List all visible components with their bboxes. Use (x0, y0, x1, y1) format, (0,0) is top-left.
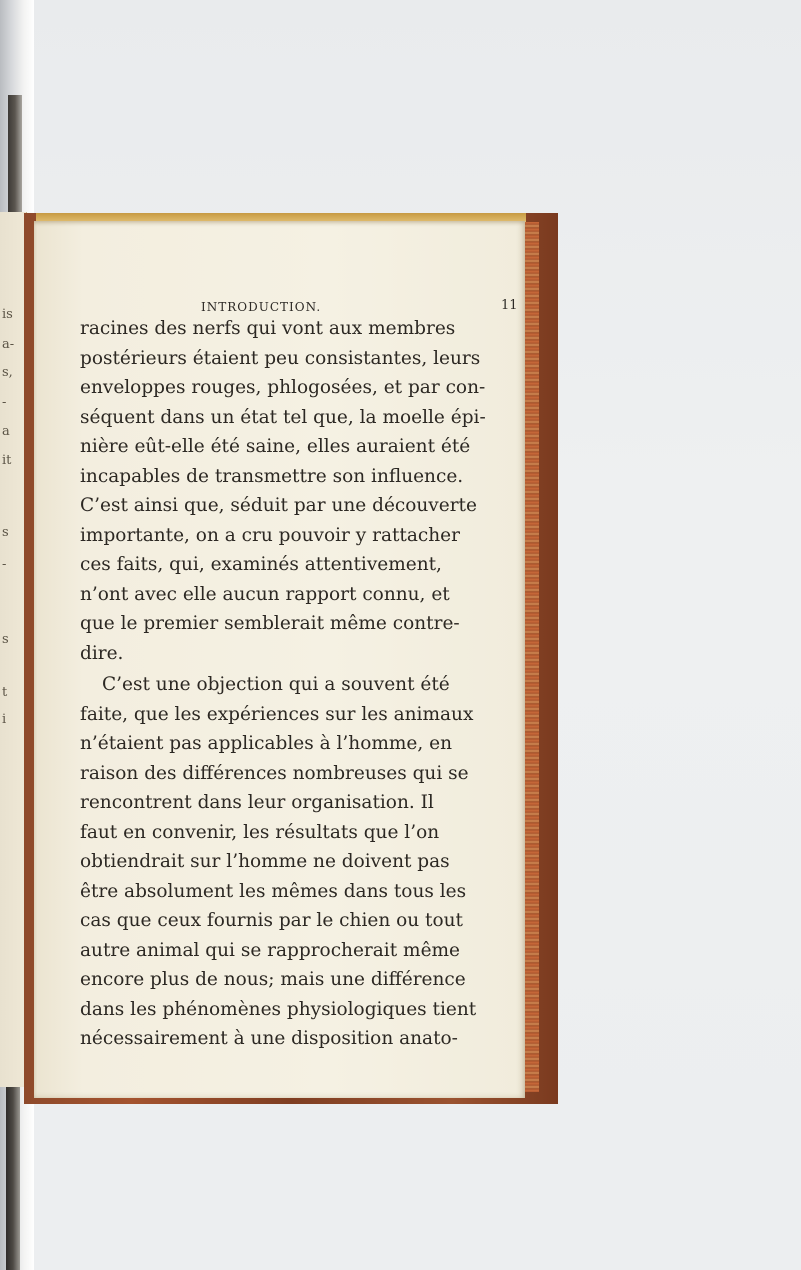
text-line: nière eût-elle été saine, elles auraient été (80, 436, 471, 457)
text-line: incapables de transmettre son influence. (80, 465, 464, 487)
text-line: faite, que les expériences sur les animaux (80, 703, 474, 725)
text-line: ces faits, qui, examinés attentivement, (80, 554, 442, 575)
text-line: séquent dans un état tel que, la moelle épi- (80, 406, 486, 428)
binding-shadow-top (8, 95, 22, 215)
text-line: dans les phénomènes physiologiques tient (80, 998, 477, 1020)
text-line: dire. (80, 642, 124, 664)
running-head: INTRODUCTION. (201, 300, 322, 314)
binding-shadow-bottom (6, 1085, 20, 1270)
text-line: n’ont avec elle aucun rapport connu, et (80, 583, 450, 605)
facing-page-fragment: a- (2, 337, 15, 352)
facing-page-fragment: - (2, 395, 7, 410)
text-line: être absolument les mêmes dans tous les (80, 880, 467, 902)
text-line: autre animal qui se rapprocherait même (80, 939, 461, 961)
body-text (80, 314, 530, 1054)
facing-page-fragment: a (2, 424, 10, 439)
facing-page-fragment: s (2, 525, 9, 540)
text-line: C’est ainsi que, séduit par une découverte (80, 495, 477, 516)
text-line: nécessairement à une disposition anato- (80, 1028, 458, 1049)
text-line: que le premier semblerait même contre- (80, 613, 460, 634)
text-line: C’est une objection qui a souvent été (102, 674, 450, 695)
facing-page-edge (0, 212, 27, 1087)
facing-page-fragment: s, (2, 365, 13, 380)
text-line: enveloppes rouges, phlogosées, et par con- (80, 377, 486, 398)
facing-page-fragment: it (2, 453, 12, 468)
facing-page-fragment: - (2, 557, 7, 572)
facing-page-fragment: is (2, 307, 13, 322)
text-line: encore plus de nous; mais une différence (80, 969, 466, 990)
facing-page-fragment: s (2, 632, 9, 647)
text-line: importante, on a cru pouvoir y rattacher (80, 524, 460, 546)
text-line: n’étaient pas applicables à l’homme, en (80, 733, 452, 754)
text-line: obtiendrait sur l’homme ne doivent pas (80, 851, 450, 872)
facing-page-fragment: i (2, 712, 7, 727)
text-line: racines des nerfs qui vont aux membres (80, 318, 456, 339)
text-line: faut en convenir, les résultats que l’on (80, 821, 440, 843)
facing-page-fragment: t (2, 685, 8, 700)
text-line: postérieurs étaient peu consistantes, leurs (80, 347, 481, 369)
text-line: raison des différences nombreuses qui se (80, 762, 469, 784)
text-line: cas que ceux fournis par le chien ou tout (80, 910, 463, 931)
page-number: 11 (501, 298, 518, 313)
text-line: rencontrent dans leur organisation. Il (80, 792, 434, 813)
